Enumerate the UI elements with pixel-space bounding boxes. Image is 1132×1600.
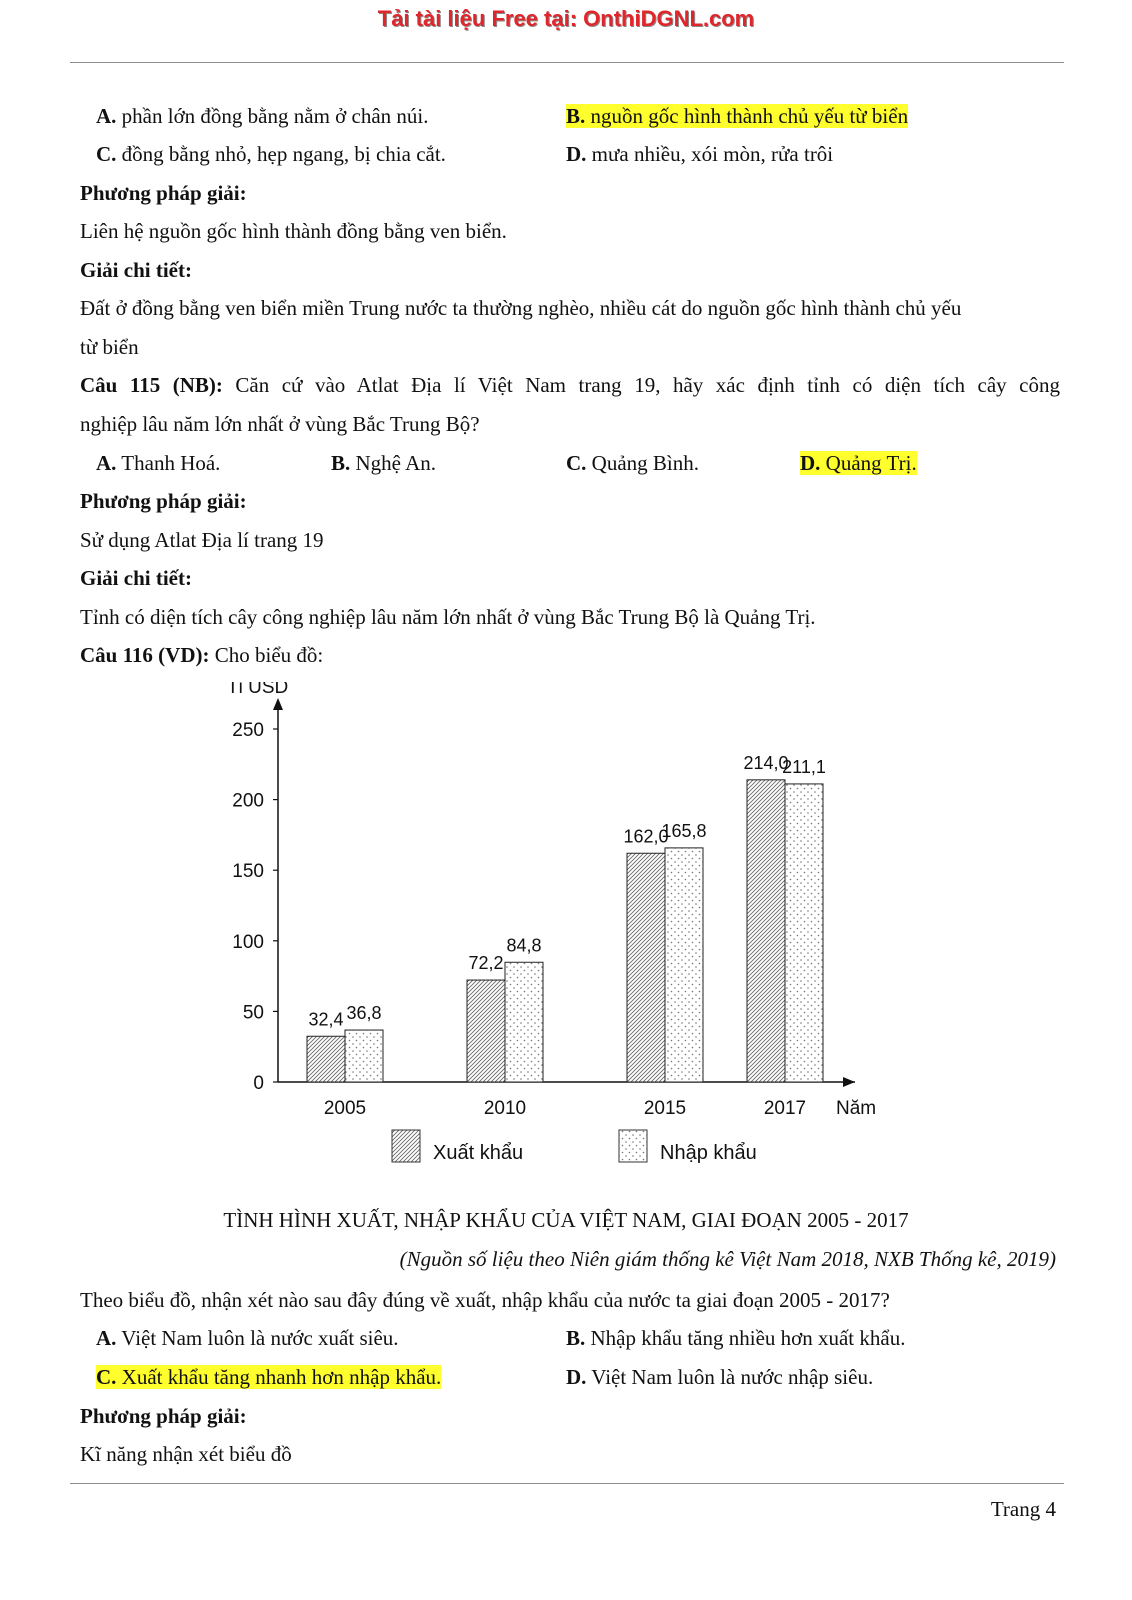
q115-option-c [566,450,699,476]
value-label-export: 32,4 [308,1009,344,1030]
value-label-import: 36,8 [346,1003,382,1024]
x-axis-arrow [843,1077,855,1087]
x-axis-title: Năm [836,1098,877,1119]
option-text: mưa nhiều, xói mòn, rửa trôi [586,142,834,166]
q116-question: Theo biểu đồ, nhận xét nào sau đây đúng về xuất, nhập khẩu của nước ta giai đoạn 2005 - 2017? [80,1288,890,1312]
option-letter: D. [566,1365,587,1389]
value-label-import: 84,8 [506,935,542,956]
q114-detail-line2: từ biển [80,335,139,359]
bar-export [627,853,665,1082]
q116-option-c [96,1364,441,1390]
value-label-export: 214,0 [743,752,789,773]
q114-method-heading: Phương pháp giải: [80,181,247,205]
q115-option-a [96,450,220,476]
chart-svg [215,682,915,1202]
question-text: Căn cứ vào Atlat Địa lí Việt Nam trang 19, hãy xác định tỉnh có diện tích cây công [222,373,1060,397]
bar-export [747,780,785,1082]
bar-export [307,1036,345,1082]
q114-option-a [96,103,429,129]
q116-option-b [566,1325,905,1351]
option-text: Nhập khẩu tăng nhiều hơn xuất khẩu. [585,1326,906,1350]
bar-import [785,784,823,1082]
option-letter: B. [331,451,351,475]
y-tick-label: 50 [242,1002,264,1024]
option-text: đồng bằng nhỏ, hẹp ngang, bị chia cắt. [116,142,446,166]
option-text: Quảng Trị. [820,451,917,475]
value-label-import: 211,1 [782,756,826,777]
footer-rule [70,1483,1064,1484]
option-letter: D. [566,142,587,166]
x-tick-label: 2017 [763,1098,807,1119]
value-label-export: 72,2 [468,953,504,974]
header-rule [70,62,1064,63]
bar-import [665,848,703,1082]
option-letter: B. [566,104,586,128]
y-axis-arrow [273,698,283,710]
chart-source: (Nguồn số liệu theo Niên giám thống kê Việt Nam 2018, NXB Thống kê, 2019) [399,1247,1056,1271]
value-label-export: 162,0 [623,826,669,847]
y-tick-label: 100 [232,931,264,953]
q115-method-text: Sử dụng Atlat Địa lí trang 19 [80,528,324,552]
q116-option-a [96,1325,399,1351]
value-label-import: 165,8 [661,820,707,841]
page-number: Trang 4 [990,1497,1056,1521]
q115-question-line2: nghiệp lâu năm lớn nhất ở vùng Bắc Trung Bộ? [80,412,480,436]
option-letter: B. [566,1326,586,1350]
q115-option-b [331,450,436,476]
q114-detail-heading: Giải chi tiết: [80,258,192,282]
bar-import [345,1030,383,1082]
q114-option-b [566,103,908,129]
option-letter: C. [566,451,587,475]
question-label: Câu 116 (VD): [80,643,210,667]
option-text: Việt Nam luôn là nước nhập siêu. [586,1365,874,1389]
option-text: Nghệ An. [350,451,437,475]
q116-option-d [566,1364,873,1390]
y-tick-label: 250 [232,720,264,741]
option-letter: D. [800,451,821,475]
option-letter: A. [96,451,117,475]
q114-detail-line1: Đất ở đồng bằng ven biển miền Trung nước ta thường nghèo, nhiều cát do nguồn gốc hình thành chủ yếu [80,296,962,320]
y-tick-label: 200 [232,790,264,812]
q116-method-heading: Phương pháp giải: [80,1404,247,1428]
q115-method-heading: Phương pháp giải: [80,489,247,513]
bar-export [467,980,505,1082]
option-letter: C. [96,142,117,166]
y-tick-label: 0 [253,1073,264,1094]
q114-option-d [566,141,833,167]
option-text: Quảng Bình. [586,451,699,475]
y-tick-label: 150 [232,861,264,883]
option-text: Xuất khẩu tăng nhanh hơn nhập khẩu. [116,1365,442,1389]
option-text: Việt Nam luôn là nước xuất siêu. [116,1326,399,1350]
legend-swatch-import [619,1130,647,1162]
bar-import [505,962,543,1082]
q114-option-c [96,141,446,167]
q115-detail-heading: Giải chi tiết: [80,566,192,590]
q115-option-d [800,450,917,476]
site-header: Tải tài liệu Free tại: OnthiDGNL.com [377,6,755,31]
option-letter: C. [96,1365,117,1389]
q116-intro [80,642,323,668]
legend-swatch-export [392,1130,420,1162]
x-tick-label: 2015 [643,1098,687,1119]
x-tick-label: 2010 [483,1098,527,1119]
question-text: Cho biểu đồ: [209,643,324,667]
option-text: nguồn gốc hình thành chủ yếu từ biển [585,104,909,128]
option-text: phần lớn đồng bằng nằm ở chân núi. [116,104,429,128]
y-axis-title: Tỉ USD [227,682,289,698]
q116-method-text: Kĩ năng nhận xét biểu đồ [80,1442,292,1466]
legend-label-export: Xuất khẩu [433,1142,524,1164]
option-text: Thanh Hoá. [116,451,221,475]
legend-label-import: Nhập khẩu [660,1142,757,1164]
question-label: Câu 115 (NB): [80,373,223,397]
q114-method-text: Liên hệ nguồn gốc hình thành đồng bằng ven biển. [80,219,507,243]
trade-bar-chart [215,682,915,1202]
q115-question-line1 [80,372,1060,398]
q115-detail-text: Tỉnh có diện tích cây công nghiệp lâu năm lớn nhất ở vùng Bắc Trung Bộ là Quảng Trị. [80,605,816,629]
option-letter: A. [96,104,117,128]
x-tick-label: 2005 [323,1098,367,1119]
option-letter: A. [96,1326,117,1350]
chart-caption: TÌNH HÌNH XUẤT, NHẬP KHẨU CỦA VIỆT NAM, GIAI ĐOẠN 2005 - 2017 [223,1208,909,1232]
